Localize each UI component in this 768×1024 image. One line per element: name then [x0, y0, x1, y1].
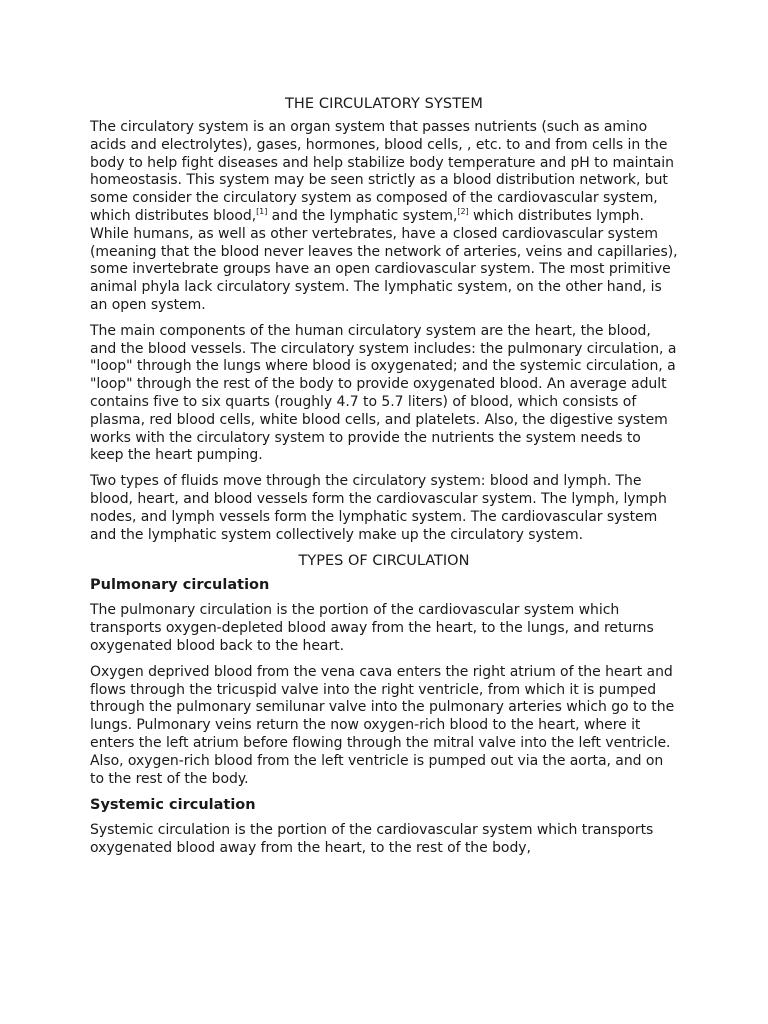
intro-text-a: The circulatory system is an organ system that passes nutrients (such as amino acids and electrolytes), gases, hormones, blood cells, , etc. to and from cells in the body to help fight diseases and help stabilize body temperature and pH to maintain homeostasis. This system may be seen strictly as a blood distribution network, but some consider the circulatory system as composed of the cardiovascular system, which distributes blood,	[90, 119, 674, 224]
systemic-paragraph-1: Systemic circulation is the portion of the cardiovascular system which transports oxygenated blood away from the heart, to the rest of the body,	[90, 822, 654, 857]
reference-2-link[interactable]: [2]	[457, 206, 469, 216]
systemic-heading: Systemic circulation	[90, 797, 256, 814]
intro-paragraph-1	[90, 119, 678, 315]
intro-text-b: and the lymphatic system,	[267, 207, 458, 224]
reference-1-link[interactable]: [1]	[256, 206, 268, 216]
document-title: THE CIRCULATORY SYSTEM	[284, 96, 484, 112]
intro-paragraph-2: The main components of the human circulatory system are the heart, the blood, and the blood vessels. The circulatory system includes: the pulmonary circulation, a "loop" through the lungs where blood is oxygenated; and the systemic circulation, a "loop" through the rest of the body to provide oxygenated blood. An average adult contains five to six quarts (roughly 4.7 to 5.7 liters) of blood, which consists of plasma, red blood cells, white blood cells, and platelets. Also, the digestive system works with the circulatory system to provide the nutrients the system needs to keep the heart pumping.	[90, 322, 677, 464]
intro-text-c: which distributes lymph. While humans, as well as other vertebrates, have a closed cardiovascular system (meaning that the blood never leaves the network of arteries, veins and capillaries), some invertebrate groups have an open cardiovascular system. The most primitive animal phyla lack circulatory system. The lymphatic system, on the other hand, is an open system.	[90, 207, 678, 313]
pulmonary-heading: Pulmonary circulation	[90, 577, 270, 594]
section-title: TYPES OF CIRCULATION	[298, 553, 470, 570]
intro-paragraph-3: Two types of fluids move through the circulatory system: blood and lymph. The blood, heart, and blood vessels form the cardiovascular system. The lymph, lymph nodes, and lymph vessels form the lymphatic system. The cardiovascular system and the lymphatic system collectively make up the circulatory system.	[90, 473, 667, 543]
pulmonary-paragraph-2: Oxygen deprived blood from the vena cava enters the right atrium of the heart and flows through the tricuspid valve into the right ventricle, from which it is pumped through the pulmonary semilunar valve into the pulmonary arteries which go to the lungs. Pulmonary veins return the now oxygen-rich blood to the heart, where it enters the left atrium before flowing through the mitral valve into the left ventricle. Also, oxygen-rich blood from the left ventricle is pumped out via the aorta, and on to the rest of the body.	[90, 663, 675, 787]
pulmonary-paragraph-1: The pulmonary circulation is the portion of the cardiovascular system which transports oxygen-depleted blood away from the heart, to the lungs, and returns oxygenated blood back to the heart.	[90, 602, 654, 654]
